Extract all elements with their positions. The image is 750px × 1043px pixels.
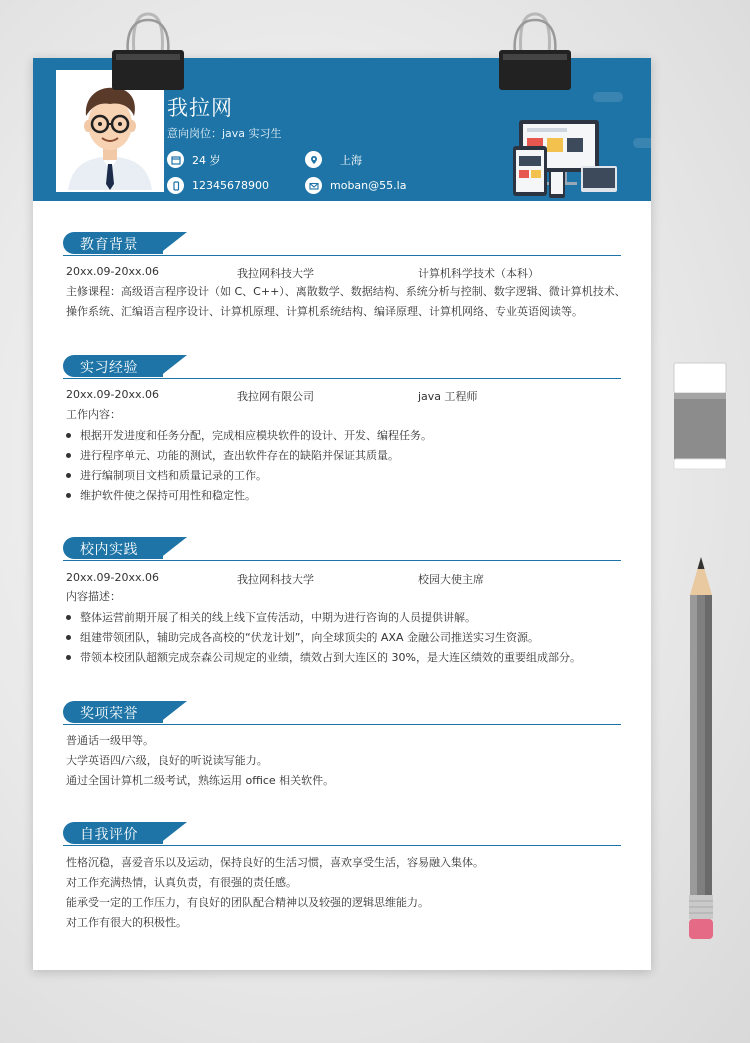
internship-intro: 工作内容： [66, 408, 121, 421]
list-item: 通过全国计算机二级考试，熟练运用 office 相关软件。 [66, 774, 335, 787]
pencil-icon [684, 555, 718, 945]
section-education-title [63, 232, 193, 254]
section-awards-label: 奖项荣誉 [80, 706, 138, 722]
list-item: 进行编制项目文档和质量记录的工作。 [66, 465, 432, 485]
section-divider [63, 560, 621, 561]
campus-list [66, 607, 581, 667]
list-item: 大学英语四/六级，良好的听说读写能力。 [66, 754, 268, 767]
section-awards-title [63, 701, 193, 723]
list-item: 进行程序单元、功能的测试，查出软件存在的缺陷并保证其质量。 [66, 445, 432, 465]
email-info [305, 177, 406, 194]
courses-line: 操作系统、汇编语言程序设计、计算机原理、计算机系统结构、编译原理、计算机网络、专业英语阅读等。 [66, 305, 583, 318]
internship-list [66, 425, 432, 505]
list-item: 整体运营前期开展了相关的线上线下宣传活动，中期为进行咨询的人员提供讲解。 [66, 607, 581, 627]
education-courses [66, 282, 626, 322]
campus-school: 我拉网科技大学 [237, 573, 314, 586]
devices-illustration [511, 116, 621, 201]
location-info [305, 151, 362, 168]
internship-date: 20xx.09-20xx.06 [66, 388, 159, 401]
phone-text[interactable]: 12345678900 [192, 179, 269, 192]
mail-icon [305, 177, 322, 194]
campus-intro: 内容描述： [66, 590, 121, 603]
section-divider [63, 724, 621, 725]
list-item: 根据开发进度和任务分配，完成相应模块软件的设计、开发、编程任务。 [66, 425, 432, 445]
education-major: 计算机科学技术（本科） [418, 267, 539, 280]
section-campus-label: 校内实践 [80, 542, 138, 558]
list-item: 普通话一级甲等。 [66, 734, 154, 747]
binder-clip-icon [108, 8, 188, 92]
internship-company: 我拉网有限公司 [237, 390, 314, 403]
section-internship-label: 实习经验 [80, 360, 138, 376]
internship-role: java 工程师 [418, 390, 478, 403]
binder-clip-icon [495, 8, 575, 92]
resume-page [33, 58, 651, 970]
education-school: 我拉网科技大学 [237, 267, 314, 280]
awards-list [66, 731, 626, 791]
location-pin-icon [305, 151, 322, 168]
section-self-label: 自我评价 [80, 827, 138, 843]
section-campus-title [63, 537, 193, 559]
section-self-title [63, 822, 193, 844]
courses-line: 主修课程：高级语言程序设计（如 C、C++）、离散数学、数据结构、系统分析与控制、数字逻辑、微计算机技术、 [66, 285, 626, 298]
age-text: 24 岁 [192, 153, 221, 167]
section-education-label: 教育背景 [80, 237, 138, 253]
list-item: 能承受一定的工作压力，有良好的团队配合精神以及较强的逻辑思维能力。 [66, 896, 429, 909]
section-internship-title [63, 355, 193, 377]
age-info [167, 151, 221, 168]
phone-icon [167, 177, 184, 194]
section-divider [63, 378, 621, 379]
education-date: 20xx.09-20xx.06 [66, 265, 159, 278]
campus-role: 校园大使主席 [418, 573, 484, 586]
eraser-icon [673, 362, 727, 470]
calendar-icon [167, 151, 184, 168]
location-text: 上海 [340, 153, 362, 167]
campus-date: 20xx.09-20xx.06 [66, 571, 159, 584]
list-item: 性格沉稳，喜爱音乐以及运动，保持良好的生活习惯，喜欢享受生活，容易融入集体。 [66, 856, 484, 869]
self-list [66, 853, 626, 933]
list-item: 对工作有很大的积极性。 [66, 916, 187, 929]
phone-info [167, 177, 269, 194]
list-item: 对工作充满热情，认真负责，有很强的责任感。 [66, 876, 297, 889]
candidate-name: 我拉网 [167, 96, 233, 120]
list-item: 组建带领团队，辅助完成各高校的“伏龙计划”，向全球顶尖的 AXA 金融公司推送实习生资源。 [66, 627, 581, 647]
email-text[interactable]: moban@55.la [330, 179, 407, 192]
section-divider [63, 255, 621, 256]
job-target: 意向岗位：java 实习生 [167, 127, 282, 140]
section-divider [63, 845, 621, 846]
list-item: 维护软件使之保持可用性和稳定性。 [66, 485, 432, 505]
list-item: 带领本校团队超额完成奈森公司规定的业绩，绩效占到大连区的 30%，是大连区绩效的重要组成部分。 [66, 647, 581, 667]
